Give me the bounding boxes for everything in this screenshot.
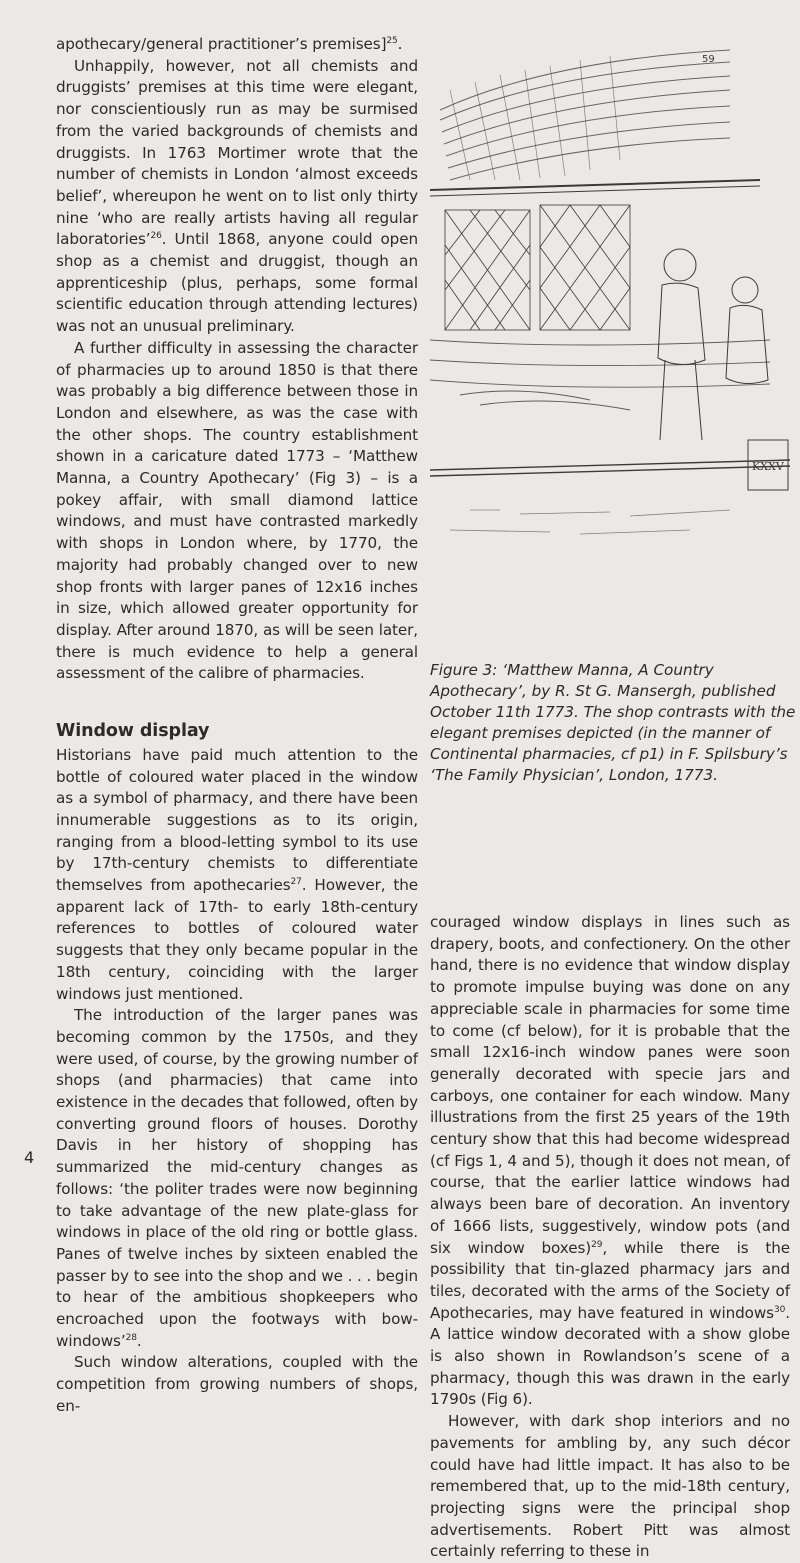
page-number: 4 <box>24 1148 35 1167</box>
paragraph-text: couraged window displays in lines such as drapery, boots, and confectionery. On the other hand, there is no evidence that window display to promote impulse buying was done on any appreciable scale in pharmacies for some time to come (cf below), for it is probable that the small 12x16-inch window panes were soon generally decorated with specie jars and carboys, one container for each window. Many illustrations from the first 25 years of the 19th century show that this had become widespread (cf Figs 1, 4 and 5), though it does not mean, of course, that the earlier lattice windows had always been bare of decoration. An inventory of 1666 lists, suggestively, window pots (and six window boxes) <box>430 913 790 1257</box>
paragraph-text: , while there is the possibility that tin-glazed pharmacy jars and tiles, decorated with the arms of the Society of Apothecaries, may have featured in windows <box>430 1238 790 1322</box>
paragraph: However, with dark shop interiors and no pavements for ambling by, any such décor could have had little impact. It has also to be remembered that, up to the mid-18th century, projecting signs were the principal shop advertisements. Robert Pitt was almost certainly referring to these in <box>430 1412 790 1561</box>
footnote-ref: 25 <box>386 35 398 46</box>
engraving-number: 59 <box>702 54 715 65</box>
paragraph-text: The introduction of the larger panes was becoming common by the 1750s, and they were used, of course, by the growing number of shops (and pharmacies) that came into existence in the decades that followed, often by converting ground floors of houses. Dorothy Davis in her history of shopping has summarized the mid-century changes as follows: ‘the politer trades were now beginning to take advantage of the new plate-glass for windows in place of the old ring or bottle glass. Panes of twelve inches by sixteen enabled the passer by to see into the shop and we . . . begin to hear of the ambitious shopkeepers who encroached upon the footways with bow-windows’ <box>56 1006 418 1350</box>
paragraph <box>56 745 418 1005</box>
paragraph <box>56 56 418 338</box>
footnote-ref: 26 <box>150 231 162 242</box>
paragraph-text: . However, the apparent lack of 17th- to early 18th-century references to bottles of coloured water suggests that they only became popular in the 18th century, coinciding with the larger windows just mentioned. <box>56 876 418 1003</box>
footnote-ref: 30 <box>774 1304 786 1315</box>
paragraph: A further difficulty in assessing the character of pharmacies up to around 1850 is that there was probably a big difference between those in London and elsewhere, as was the case with the other shops. The country establishment shown in a caricature dated 1773 – ‘Matthew Manna, a Country Apothecary’ (Fig 3) – is a pokey affair, with small diamond lattice windows, and must have contrasted markedly with shops in London where, by 1770, the majority had probably changed over to new shop fronts with larger panes of 12x16 inches in size, which allowed greater opportunity for display. After around 1870, as will be seen later, there is much evidence to help a general assessment of the calibre of pharmacies. <box>56 338 418 683</box>
right-column <box>430 912 790 1563</box>
paragraph <box>56 1005 418 1352</box>
paragraph-text: . A lattice window decorated with a show globe is also shown in Rowlandson’s scene of a pharmacy, though this was drawn in the early 1790s (Fig 6). <box>430 1303 790 1409</box>
paragraph-text: Historians have paid much attention to the bottle of coloured water placed in the window as a symbol of pharmacy, and there have been innumerable suggestions as to its origin, ranging from a blood-letting symbol to its use by 17th-century chemists to differentiate themselves from apothecaries <box>56 745 418 895</box>
footnote-ref: 29 <box>591 1239 603 1250</box>
figure-engraving <box>430 40 790 620</box>
paragraph-text: . Until 1868, anyone could open shop as a chemist and druggist, though an apprenticeship (plus, perhaps, some formal scientific education through attending lectures) was not an unusual preliminary. <box>56 230 418 336</box>
footnote-ref: 27 <box>290 876 302 887</box>
section-heading: Window display <box>56 721 210 742</box>
paragraph <box>430 912 790 1411</box>
paragraph-text: . <box>136 1331 142 1350</box>
sign-lettering: KXXV <box>752 460 784 473</box>
figure-caption: Figure 3: ‘Matthew Manna, A Country Apothecary’, by R. St G. Mansergh, published October 11th 1773. The shop contrasts with the elegant premises depicted (in the manner of Continental pharmacies, cf p1) in F. Spilsbury’s ‘The Family Physician’, London, 1773. <box>430 661 796 784</box>
engraving-illustration <box>430 40 790 580</box>
paragraph-text: apothecary/general practitioner’s premises] <box>56 35 387 53</box>
footnote-ref: 28 <box>125 1332 137 1343</box>
left-column <box>56 34 418 1418</box>
paragraph-continued: apothecary/general practitioner’s premises]$^{25}$. <box>56 35 403 53</box>
paragraph-text: Unhappily, however, not all chemists and druggists’ premises at this time were elegant, nor conscientiously run as may be surmised from the varied backgrounds of chemists and druggists. In 1763 Mortimer wrote that the number of chemists in London ‘almost exceeds belief’, whereupon he went on to list only thirty nine ‘who are really artists having all regular laboratories’ <box>56 56 418 249</box>
paragraph: Such window alterations, coupled with the competition from growing numbers of shops, en- <box>56 1353 418 1415</box>
